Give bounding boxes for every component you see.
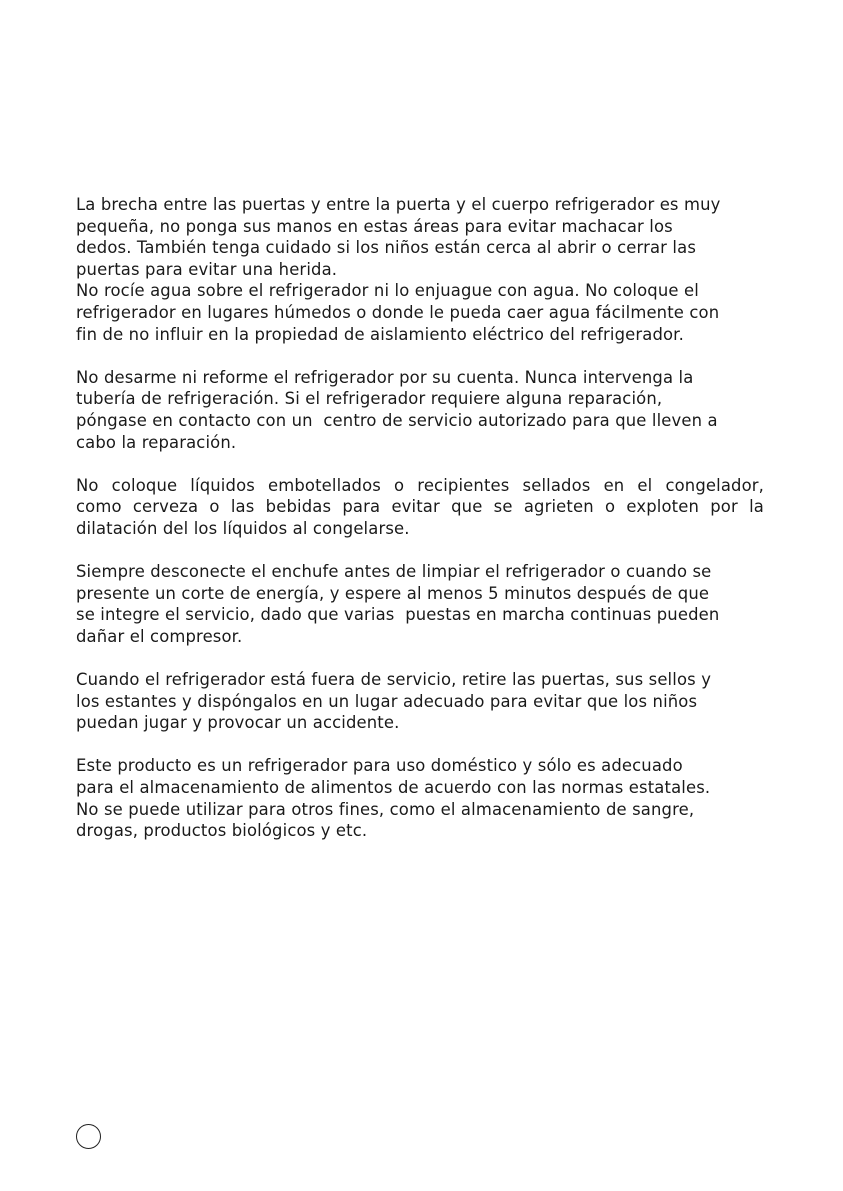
text-line: No coloque líquidos embotellados o recipientes sellados en el congelador, [76,475,764,495]
text-line: póngase en contacto con un centro de servicio autorizado para que lleven a [76,410,718,430]
text-line: puedan jugar y provocar un accidente. [76,713,400,733]
page-number-circle-icon [76,1124,101,1149]
text-line: Este producto es un refrigerador para uso doméstico y sólo es adecuado [76,756,683,776]
paragraph-unplug-warning [76,561,764,647]
text-line: No se puede utilizar para otros fines, como el almacenamiento de sangre, [76,799,695,819]
text-line: pequeña, no ponga sus manos en estas áreas para evitar machacar los [76,216,673,236]
text-line: como cerveza o las bebidas para evitar que se agrieten o exploten por la [76,497,764,517]
text-line: dilatación del los líquidos al congelarse. [76,518,410,538]
text-line: Cuando el refrigerador está fuera de servicio, retire las puertas, sus sellos y [76,670,712,690]
paragraph-disposal-warning [76,669,764,734]
paragraph-bottled-liquids-warning [76,475,764,540]
paragraph-door-gap-warning [76,194,764,280]
text-line: fin de no influir en la propiedad de aislamiento eléctrico del refrigerador. [76,324,684,344]
text-line: drogas, productos biológicos y etc. [76,821,368,841]
text-line: para el almacenamiento de alimentos de acuerdo con las normas estatales. [76,778,711,798]
text-line: dañar el compresor. [76,626,243,646]
text-line: No desarme ni reforme el refrigerador por su cuenta. Nunca intervenga la [76,367,694,387]
text-line: cabo la reparación. [76,432,237,452]
paragraph-water-warning [76,280,764,345]
text-line: puertas para evitar una herida. [76,259,338,279]
text-line: se integre el servicio, dado que varias puestas en marcha continuas pueden [76,605,720,625]
paragraph-intended-use [76,755,764,841]
text-line: La brecha entre las puertas y entre la puerta y el cuerpo refrigerador es muy [76,195,721,214]
paragraph-disassembly-warning [76,367,764,453]
safety-instructions-text [76,194,764,863]
text-line: presente un corte de energía, y espere al menos 5 minutos después de que [76,583,710,603]
text-line: Siempre desconecte el enchufe antes de limpiar el refrigerador o cuando se [76,562,712,582]
text-line: tubería de refrigeración. Si el refrigerador requiere alguna reparación, [76,389,663,409]
text-line: No rocíe agua sobre el refrigerador ni lo enjuague con agua. No coloque el [76,281,699,301]
text-line: refrigerador en lugares húmedos o donde le pueda caer agua fácilmente con [76,302,720,322]
text-line: dedos. También tenga cuidado si los niños están cerca al abrir o cerrar las [76,238,697,258]
text-line: los estantes y dispóngalos en un lugar adecuado para evitar que los niños [76,691,698,711]
